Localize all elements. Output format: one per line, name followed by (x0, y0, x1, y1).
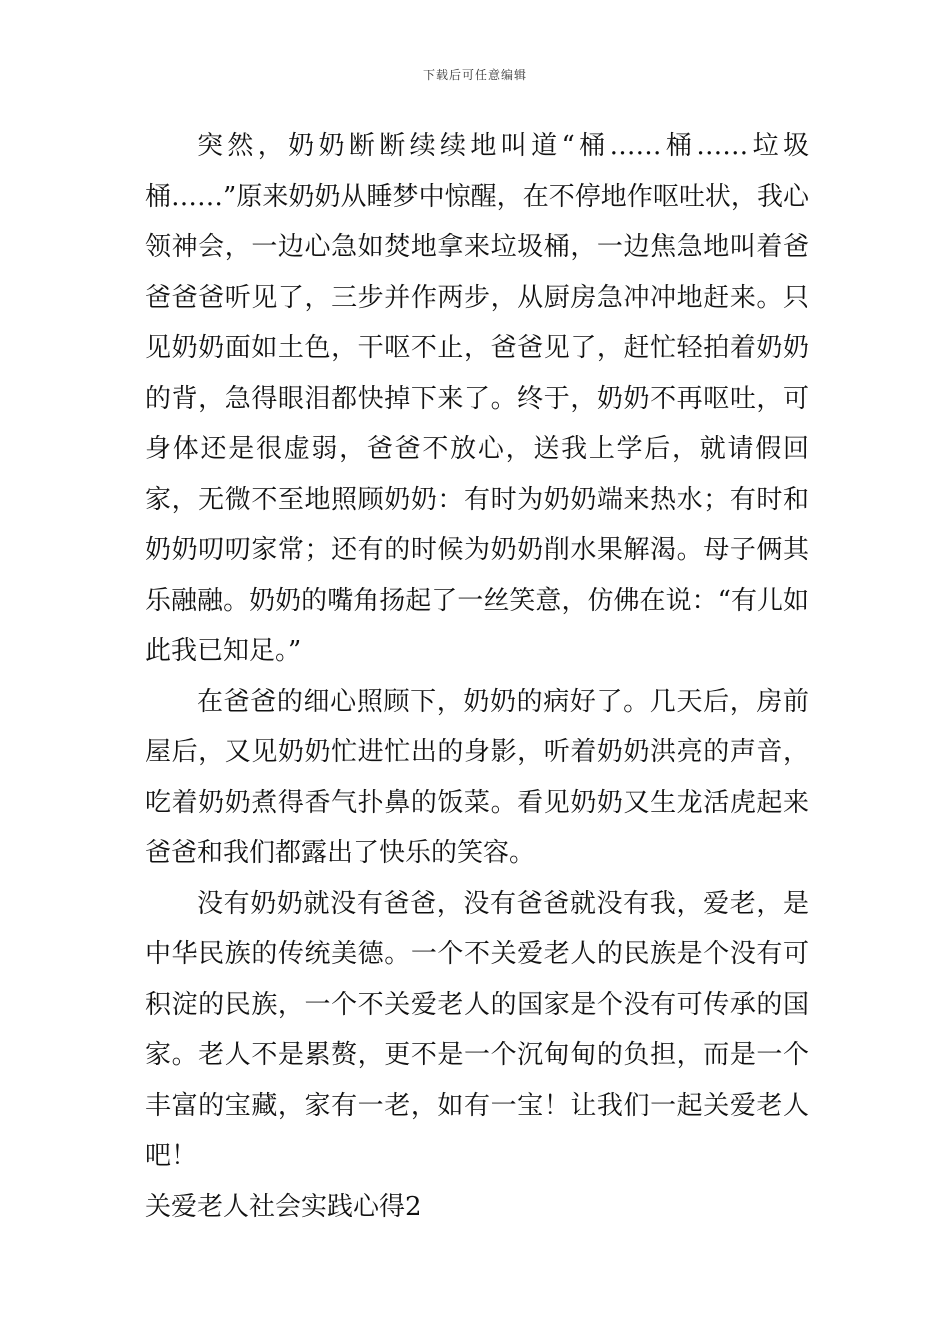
paragraph-grandma-illness: 突然，奶奶断断续续地叫道“桶……桶……垃圾桶……”原来奶奶从睡梦中惊醒，在不停地作呕吐状，我心领神会，一边心急如焚地拿来垃圾桶，一边焦急地叫着爸爸爸爸听见了，三步并作两步，从厨房急冲冲地赶来。只见奶奶面如土色，干呕不止，爸爸见了，赶忙轻拍着奶奶的背，急得眼泪都快掉下来了。终于，奶奶不再呕吐，可身体还是很虚弱，爸爸不放心，送我上学后，就请假回家，无微不至地照顾奶奶：有时为奶奶端来热水；有时和奶奶叨叨家常；还有的时候为奶奶削水果解渴。母子俩其乐融融。奶奶的嘴角扬起了一丝笑意，仿佛在说：“有儿如此我已知足。” (145, 131, 809, 666)
document-body (145, 121, 809, 1232)
section-heading: 关爱老人社会实践心得2 (145, 1191, 422, 1222)
paragraph-respect-elders: 没有奶奶就没有爸爸，没有爸爸就没有我，爱老，是中华民族的传统美德。一个不关爱老人的民族是个没有可积淀的民族，一个不关爱老人的国家是个没有可传承的国家。老人不是累赘，更不是一个沉甸甸的负担，而是一个丰富的宝藏，家有一老，如有一宝！让我们一起关爱老人吧！ (145, 888, 809, 1171)
header-note: 下载后可任意编辑 (422, 68, 527, 82)
paragraph-grandma-recovery: 在爸爸的细心照顾下，奶奶的病好了。几天后，房前屋后，又见奶奶忙进忙出的身影，听着奶奶洪亮的声音，吃着奶奶煮得香气扑鼻的饭菜。看见奶奶又生龙活虎起来爸爸和我们都露出了快乐的笑容。 (145, 686, 809, 868)
